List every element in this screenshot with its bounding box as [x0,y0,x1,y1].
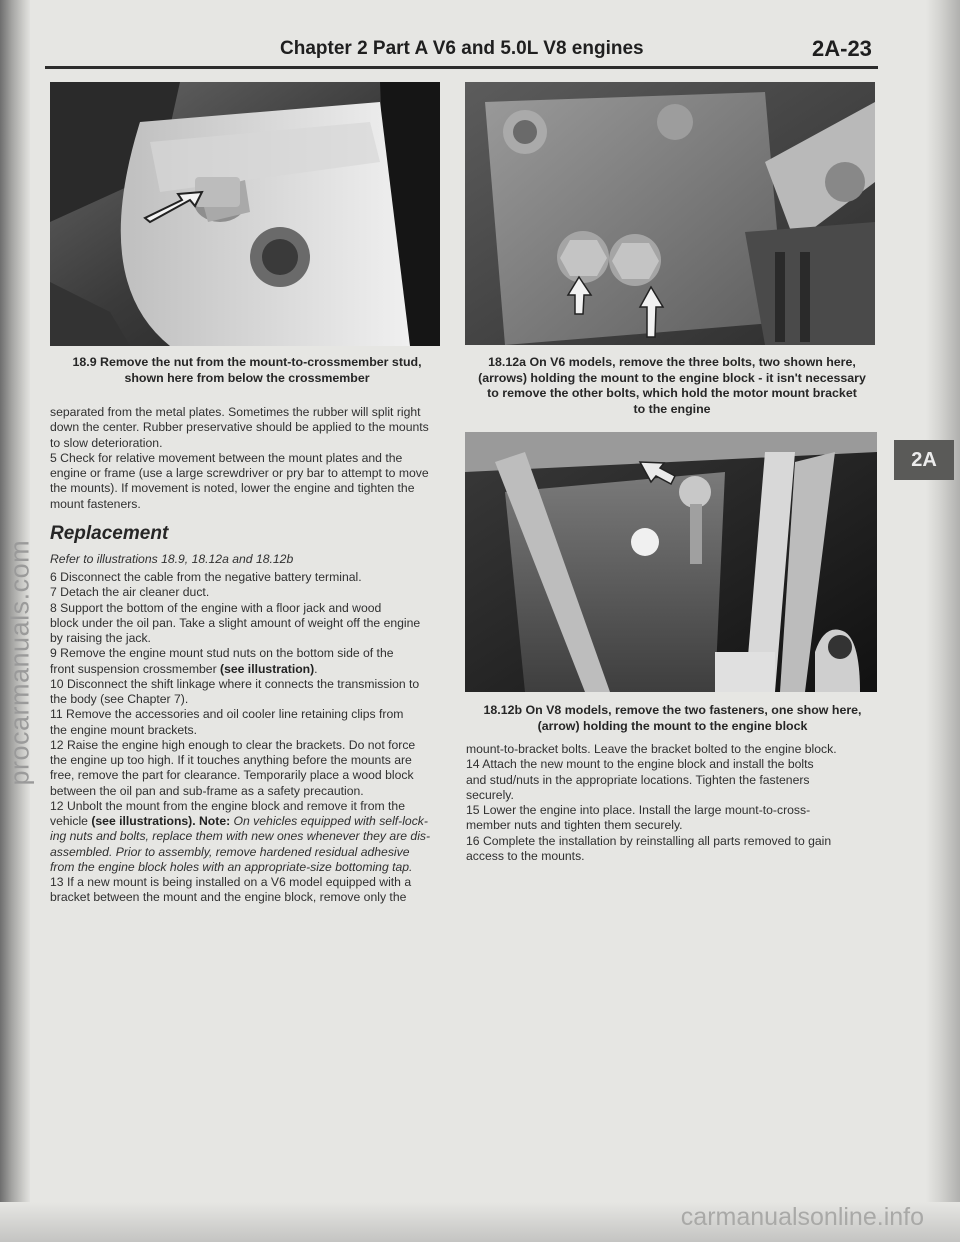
text-line: between the oil pan and sub-frame as a safety precaution. [50,783,364,798]
text-line [50,845,440,860]
italic-span: On vehicles equipped with self-lock- [230,814,428,828]
text-line: mount fasteners. [50,496,141,511]
text-line: 11 Remove the accessories and oil cooler line retaining clips from [50,707,404,722]
caption-line: (arrow) holding the mount to the engine block [537,718,808,733]
caption-line: 18.12a On V6 models, remove the three bolts, two shown here, [488,355,856,369]
left-column-steps [50,570,440,906]
text-line [50,814,440,829]
section-tab: 2A [894,440,954,480]
italic-span: ing nuts and bolts, replace them with new ones whenever they are dis- [50,829,431,844]
photo-18-12b [465,432,877,692]
text-span: front suspension crossmember [50,661,221,676]
text-line: 15 Lower the engine into place. Install the large mount-to-cross- [466,803,811,817]
text-line: member nuts and tighten them securely. [466,818,683,833]
text-line: 12 Unbolt the mount from the engine block and remove it from the [50,798,405,813]
text-line: down the center. Rubber preservative should be applied to the mounts [50,420,429,435]
text-line: 13 If a new mount is being installed on a V6 model equipped with a [50,875,412,889]
text-line: securely. [466,787,514,802]
text-line [50,829,440,844]
text-line: the mounts). If movement is noted, lower the engine and tighten the [50,481,415,496]
chapter-header: Chapter 2 Part A V6 and 5.0L V8 engines [280,38,644,59]
text-line: and stud/nuts in the appropriate locations. Tighten the fasteners [466,772,810,787]
text-line: 7 Detach the air cleaner duct. [50,585,210,600]
text-line: the engine mount brackets. [50,722,198,737]
caption-line: shown here from below the crossmember [124,370,370,385]
text-line: free, remove the part for clearance. Temporarily place a wood block [50,768,414,783]
left-column-intro [50,405,440,512]
text-line: the engine up too high. If it touches anything before the mounts are [50,753,412,767]
italic-span: assembled. Prior to assembly, remove hardened residual adhesive [50,844,410,859]
text-line: access to the mounts. [466,848,585,863]
text-line: 8 Support the bottom of the engine with a floor jack and wood [50,600,382,615]
text-line: by raising the jack. [50,631,151,645]
italic-span: from the engine block holes with an appropriate-size bottoming tap. [50,859,413,874]
text-line [50,662,440,677]
section-heading: Replacement [50,523,169,544]
caption-18-12a [462,355,882,417]
bottom-watermark: carmanualsonline.info [680,1203,924,1231]
caption-18-12b [465,703,880,734]
text-line: block under the oil pan. Take a slight amount of weight off the engine [50,615,421,630]
caption-line: (arrows) holding the mount to the engine block - it isn't necessary [478,370,866,385]
illustration-reference: Refer to illustrations 18.9, 18.12a and 18.12b [50,552,294,566]
text-line: 6 Disconnect the cable from the negative battery terminal. [50,570,362,584]
text-line: separated from the metal plates. Sometimes the rubber will split right [50,405,421,419]
caption-18-9 [52,355,442,386]
caption-line: to remove the other bolts, which hold the motor mount bracket [487,386,857,401]
side-watermark: procarmanuals.com [4,539,35,786]
text-line: the body (see Chapter 7). [50,692,189,706]
text-span: vehicle [50,814,92,828]
caption-line: 18.9 Remove the nut from the mount-to-crossmember stud, [72,355,422,369]
text-line: 9 Remove the engine mount stud nuts on the bottom side of the [50,646,394,661]
text-line: 5 Check for relative movement between the mount plates and the [50,450,403,465]
right-column-text [466,742,878,864]
text-line: 14 Attach the new mount to the engine block and install the bolts [466,757,814,772]
photo-18-9 [50,82,440,346]
caption-line: to the engine [633,401,711,416]
text-line: bracket between the mount and the engine block, remove only the [50,890,407,905]
text-line: mount-to-bracket bolts. Leave the bracket bolted to the engine block. [466,742,837,756]
caption-line: 18.12b On V8 models, remove the two fasteners, one show here, [483,703,862,717]
text-line [50,860,440,875]
text-line: 12 Raise the engine high enough to clear the brackets. Do not force [50,737,416,752]
text-line: 16 Complete the installation by reinstalling all parts removed to gain [466,833,832,848]
page-right-edge [926,0,960,1242]
text-span: . [314,661,318,676]
page-number: 2A-23 [812,36,872,61]
bold-span: (see illustration) [220,661,315,676]
text-line: to slow deterioration. [50,435,163,450]
text-line: engine or frame (use a large screwdriver or pry bar to attempt to move [50,466,429,480]
header-rule [45,66,878,69]
text-line: 10 Disconnect the shift linkage where it connects the transmission to [50,676,420,691]
photo-18-12a [465,82,875,345]
bold-span: (see illustrations). Note: [91,814,231,828]
